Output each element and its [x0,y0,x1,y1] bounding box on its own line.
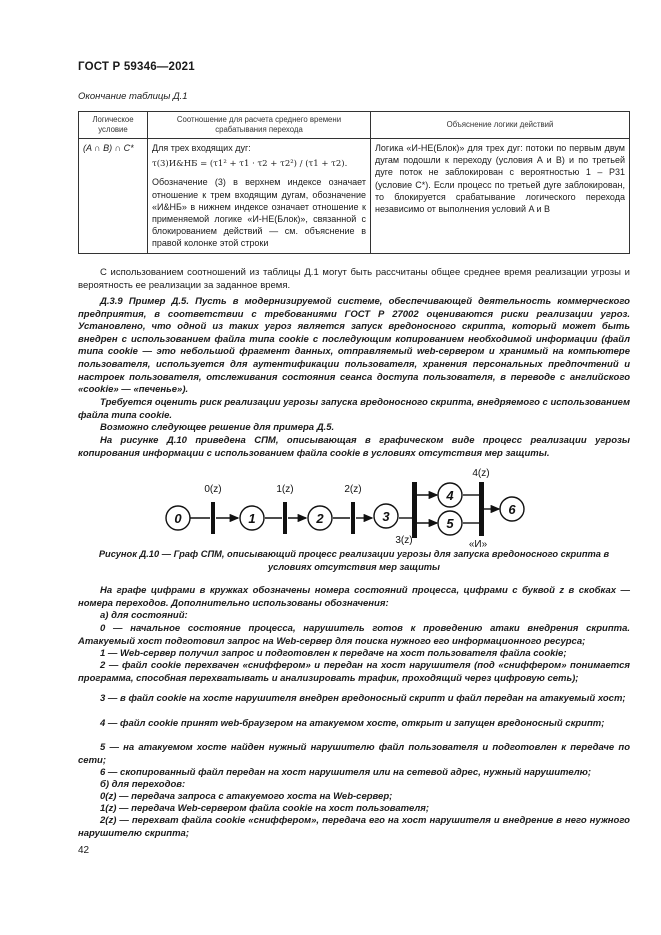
legend-state-1: 1 — Web-сервер получил запрос и подготовлен к передаче на хост пользователя файла cookie; [100,648,567,659]
paragraph-example: Д.3.9 Пример Д.5. Пусть в модернизируемой системе, обеспечивающей деятельность коммерческого предприятия, в соответствии с требованиями ГОСТ Р 27002 оцениваются риски реализации угроз. Установлено, что одной из таких угроз является запуск вредоносного скрипта, который может быть внедрен с использованием файла типа cookie с последующим копированием необходимой информации (файл типа cookie — это небольшой фрагмент данных, отправляемый web-сервером и хранимый на компьютере пользователя, используется для аутентификации пользователя, хранения персональных предпочтений и настроек пользователя, отслеживания состояния сеанса доступа пользователя, в переводе с английского «cookie» — «печенье»). [78,296,630,396]
legend-transition-1: 1(z) — передача Web-сервером файла cookie на хост пользователя; [100,803,430,814]
transition-bar-2 [351,502,355,534]
legend-intro: На графе цифрами в кружках обозначены номера состояний процесса, цифрами с буквой z в скобках — номера переходов. Дополнительно использованы обозначения: [78,585,630,609]
column-header-ratio: Соотношение для расчета среднего времени срабатывания перехода [148,112,371,139]
legend-transitions-title: б) для переходов: [100,779,186,790]
transition-label: 0(z) [204,484,222,495]
state-label: 4 [446,488,454,503]
legend-states-title: а) для состояний: [100,610,188,621]
transition-bar-0 [211,502,215,534]
spm-graph [150,462,550,548]
legend-state-0: 0 — начальное состояние процесса, нарушитель готов к проведению атаки внедрения скрипта. Атакуемый хост подготовил запрос на Web-сервер для поиска нужного его информационного ресурса; [78,623,630,647]
transition-label: 2(z) [344,484,362,495]
transition-label: 3(z) [395,535,413,546]
page-number: 42 [78,845,90,856]
cell-condition [79,139,148,254]
table-header-row [79,112,630,139]
cell-ratio [148,139,371,254]
cell-explanation: Логика «И-НЕ(Блок)» для трех дуг: потоки по первым двум дугам подошли к переходу (условия A и B) и по третьей дуге поток не заблокирован с вероятностью 1 – P31 (условие C*). Если процесс по третьей дуге заблокирован, то блокируется срабатывание логического перехода независимо от выполнения условий A и B [371,139,630,254]
legend-state-3: 3 — в файл cookie на хосте нарушителя внедрен вредоносный скрипт и файл передан на атакуемый хост; [100,693,626,704]
gate-label: «И» [468,539,488,548]
paragraph-task: Требуется оценить риск реализации угрозы запуска вредоносного скрипта, внедряемого с использованием файла типа cookie. [78,397,630,421]
legend-state-2: 2 — файл cookie перехвачен «сниффером» и передан на хост нарушителя (под «сниффером» понимается программа, способная перехватывать и анализировать трафик, проходящий через цифровую сеть); [78,660,630,684]
paragraph-1: С использованием соотношений из таблицы Д.1 могут быть рассчитаны общее среднее время реализации угрозы и вероятность ее реализации за заданное время. [78,267,630,291]
ratio-intro: Для трех входящих дуг: [152,143,251,153]
state-label: 2 [316,511,324,526]
transition-bar-1 [283,502,287,534]
state-label: 5 [446,516,454,531]
state-label: 0 [174,511,182,526]
transition-label: 4(z) [472,468,490,479]
state-label: 3 [382,509,390,524]
column-header-condition: Логическое условие [79,112,148,139]
legend-state-4: 4 — файл cookie принят web-браузером на атакуемом хосте, открыт и запущен вредоносный скрипт; [100,718,605,729]
legend-state-6: 6 — скопированный файл передан на хост нарушителя или на сетевой адрес, нужный нарушителю; [100,767,592,778]
formula: τ(3)И&НБ = (τ1² + τ1 · τ2 + τ2²) / (τ1 + τ2). [152,159,348,170]
table-row [79,139,630,254]
condition-text: (A ∩ B) ∩ C* [83,143,134,153]
column-header-explanation: Объяснение логики действий [371,112,630,139]
legend-transition-0: 0(z) — передача запроса с атакуемого хоста на Web-сервер; [100,791,393,802]
state-label: 6 [508,502,516,517]
document-header: ГОСТ Р 59346—2021 [78,61,195,73]
legend-state-5: 5 — на атакуемом хосте найден нужный нарушителю файл пользователя и подготовлен к передаче по сети; [78,742,630,766]
legend-transition-2: 2(z) — перехват файла cookie «сниффером», передача его на хост нарушителя и внедрение в него нужного нарушителю скрипта; [78,815,630,839]
figure-caption: Рисунок Д.10 — Граф СПМ, описывающий процесс реализации угрозы для запуска вредоносного скрипта в условиях отсутствия мер защиты [98,549,610,572]
state-label: 1 [248,511,256,526]
logic-table [78,111,630,254]
table-caption: Окончание таблицы Д.1 [78,91,188,102]
paragraph-figure-ref: На рисунке Д.10 приведена СПМ, описывающая в графическом виде процесс реализации угрозы копирования информации с использованием файла cookie в условиях отсутствия мер защиты. [78,435,630,459]
paragraph-solution: Возможно следующее решение для примера Д.5. [100,422,335,433]
transition-bar-4 [479,482,484,536]
ratio-note: Обозначение (3) в верхнем индексе означает отношение к трем входящим дугам, обозначение «И&НБ» в нижнем индексе означает отношение к применяемой логике «И-НЕ(Блок)», связанной с блокированием действий — см. объяснение в правой колонке этой строки [152,177,366,249]
transition-label: 1(z) [276,484,294,495]
transition-bar-3 [412,482,417,538]
